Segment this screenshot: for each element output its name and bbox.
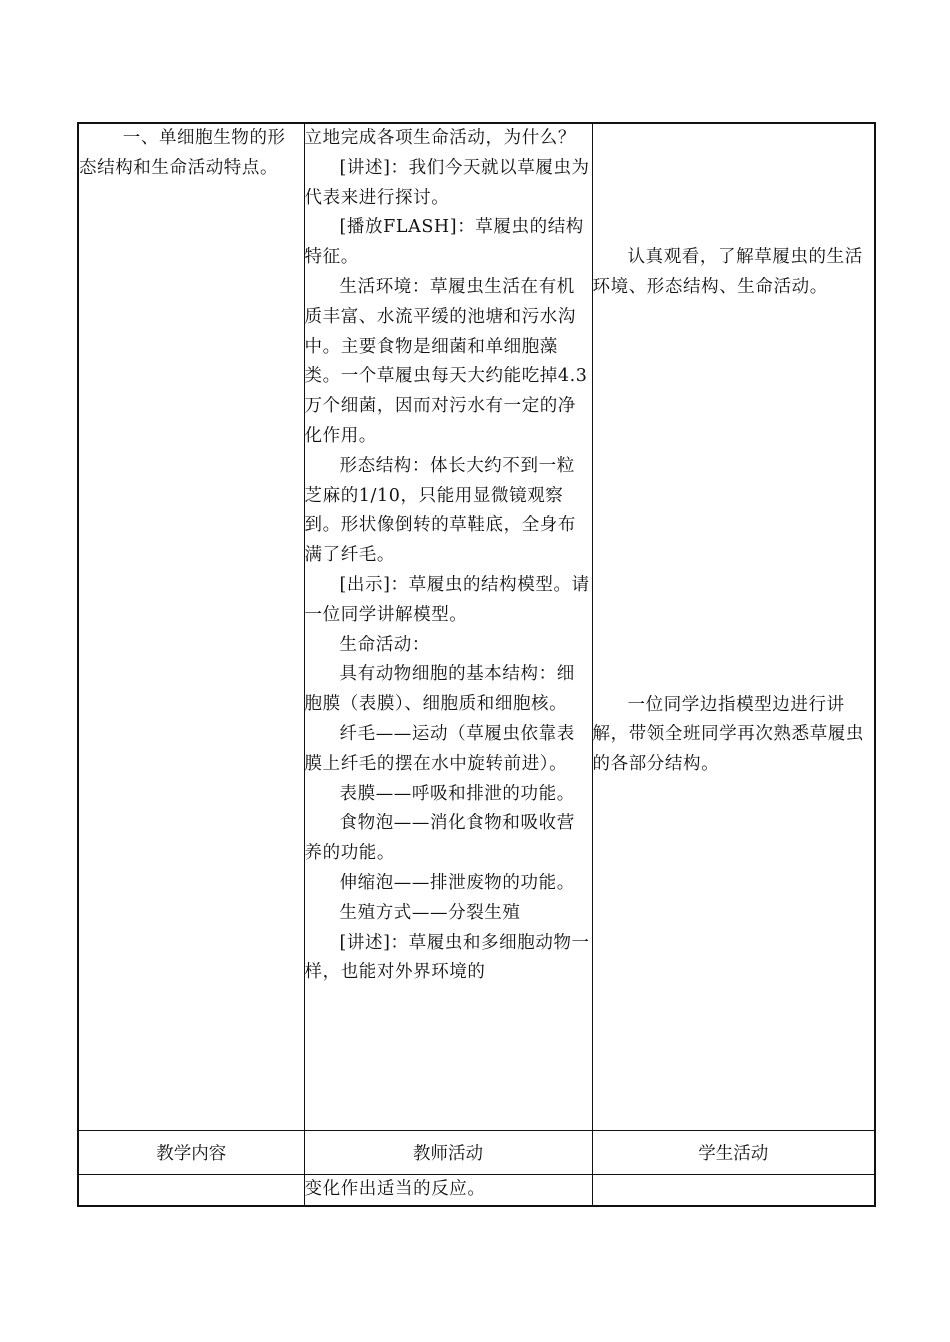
header-student-activity: 学生活动 [592,1131,875,1175]
teacher-paragraph: 伸缩泡——排泄废物的功能。 [339,872,575,893]
teacher-paragraph: 表膜——呼吸和排泄的功能。 [339,783,575,804]
header-teacher-activity: 教师活动 [304,1131,592,1175]
continuation-teacher-cell [304,1175,592,1207]
teacher-paragraph: 食物泡——消化食物和吸收营养的功能。 [304,813,575,864]
continuation-text: 变化作出适当的反应。 [304,1179,486,1199]
teacher-paragraph: [讲述]：草履虫和多细胞动物一样，也能对外界环境的 [304,932,590,983]
continuation-row [78,1175,875,1207]
teacher-paragraph: [播放FLASH]：草履虫的结构特征。 [304,217,584,268]
teacher-paragraph: 生活环境：草履虫生活在有机质丰富、水流平缓的池塘和污水沟中。主要食物是细菌和单细胞藻类。一个草履虫每天大约能吃掉4.3万个细菌，因而对污水有一定的净化作用。 [304,276,588,446]
teacher-paragraph: [讲述]：我们今天就以草履虫为代表来进行探讨。 [304,157,590,208]
teacher-paragraph: 形态结构：体长大约不到一粒芝麻的1/10，只能用显微镜观察到。形状像倒转的草鞋底，全身布满了纤毛。 [304,455,576,566]
teacher-paragraph: 纤毛——运动（草履虫依靠表膜上纤毛的摆在水中旋转前进）。 [304,723,575,774]
teacher-paragraph: [出示]：草履虫的结构模型。请一位同学讲解模型。 [304,574,590,625]
header-row [78,1131,875,1175]
teacher-paragraph: 立地完成各项生命活动，为什么？ [304,128,576,148]
teaching-content-cell [78,123,304,1131]
student-paragraph: 一位同学边指模型边进行讲解，带领全班同学再次熟悉草履虫的各部分结构。 [592,694,864,775]
teacher-paragraph: 生命活动： [339,634,430,655]
student-paragraph: 认真观看，了解草履虫的生活环境、形态结构、生命活动。 [592,247,863,297]
student-activity-cell [592,123,875,1131]
lesson-plan-table [77,122,876,1207]
continuation-empty-cell [78,1175,304,1207]
teaching-content-text: 一、单细胞生物的形态结构和生命活动特点。 [79,128,286,178]
teacher-paragraph: 生殖方式——分裂生殖 [339,902,521,923]
content-row [78,123,875,1131]
header-teaching-content: 教学内容 [78,1131,304,1175]
continuation-student-cell [592,1175,875,1207]
teacher-paragraph: 具有动物细胞的基本结构：细胞膜（表膜）、细胞质和细胞核。 [304,664,575,715]
teacher-activity-cell [304,123,592,1131]
